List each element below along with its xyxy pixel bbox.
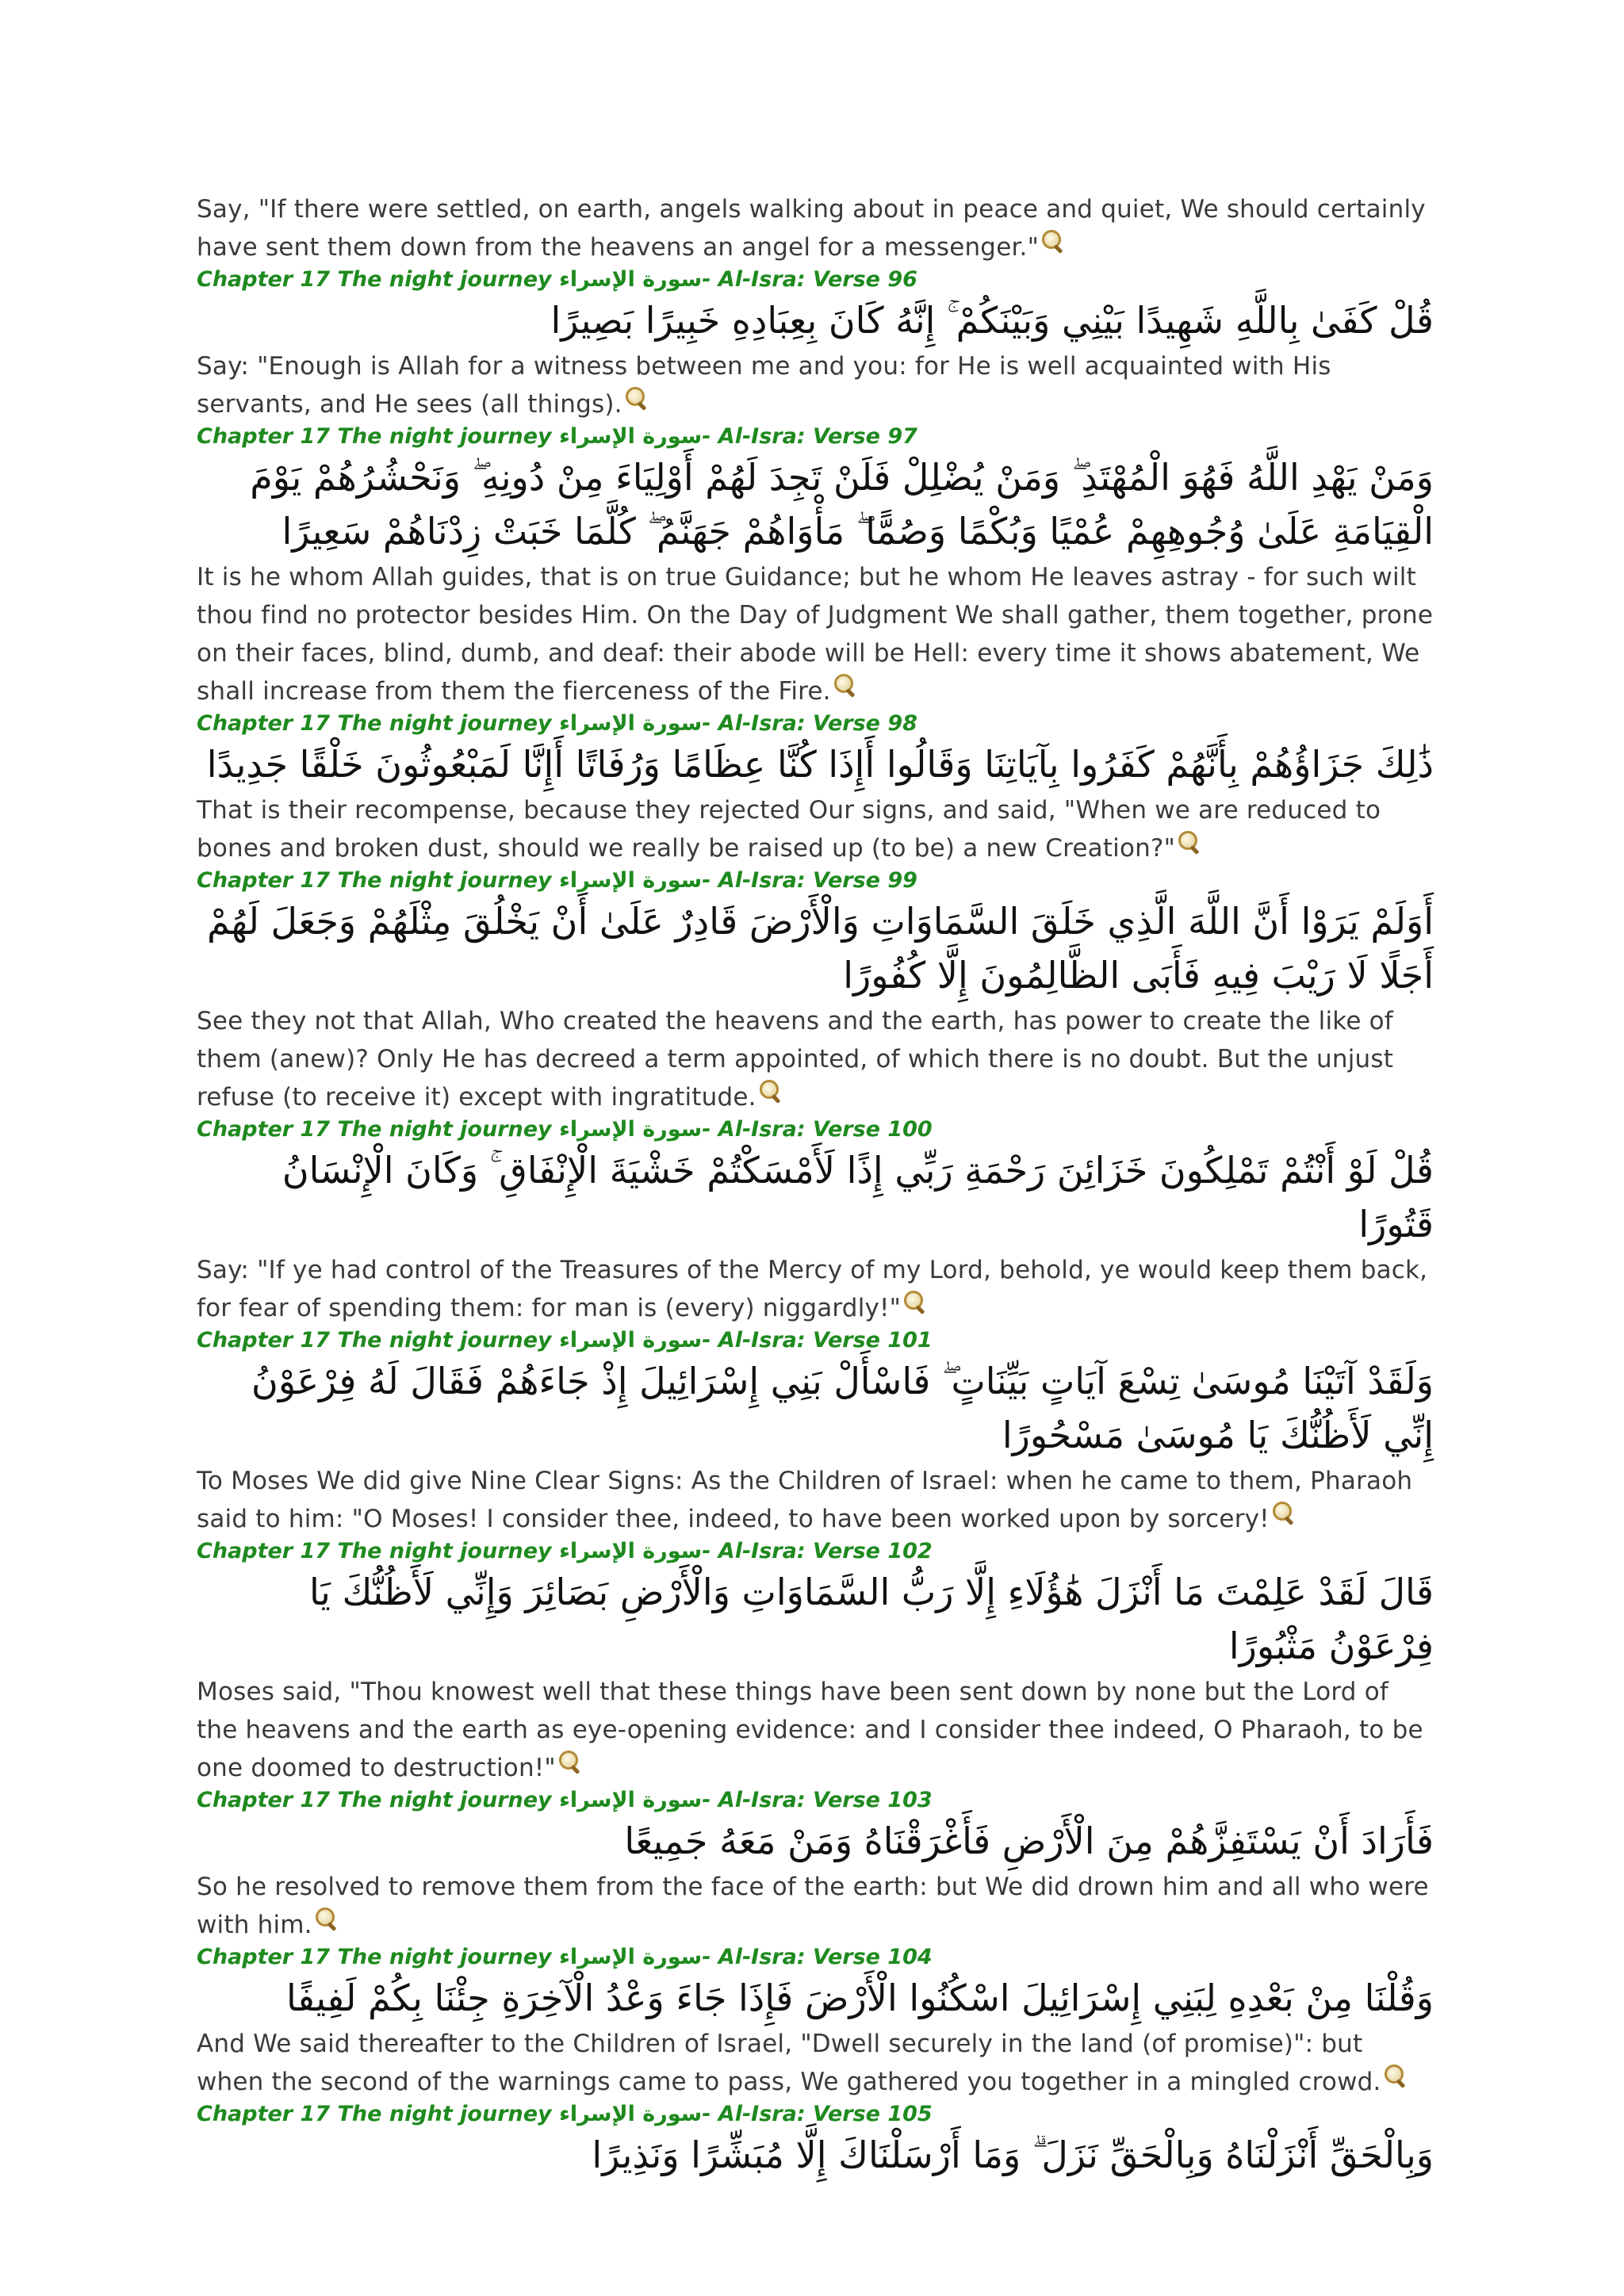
verse-header[interactable]: Chapter 17 The night journey سورة الإسراء- Al-Isra: Verse 104 xyxy=(197,1945,933,1969)
magnifier-icon[interactable] xyxy=(834,674,858,698)
verse-list xyxy=(197,266,1434,2182)
magnifier-icon[interactable] xyxy=(760,1080,783,1104)
verse-block xyxy=(197,1787,1434,1944)
verse-block xyxy=(197,1327,1434,1538)
verse-translation: Moses said, "Thou knowest well that these things have been sent down by none but the Lord of the heavens and the earth as eye-opening evidence: and I consider thee indeed, O Pharaoh, to be one doomed to destruction!" xyxy=(197,1678,1423,1782)
arabic-verse-text: وَمَنْ يَهْدِ اللَّهُ فَهُوَ الْمُهْتَدِ ۖ وَمَنْ يُضْلِلْ فَلَنْ تَجِدَ لَهُمْ أَوْلِيَاءَ مِنْ دُونِهِ ۖ وَنَحْشُرُهُمْ يَوْمَ الْقِيَامَةِ عَلَىٰ وُجُوهِهِمْ عُمْيًا وَبُكْمًا وَصُمًّا ۖ مَأْوَاهُمْ جَهَنَّمُ ۖ كُلَّمَا خَبَتْ زِدْنَاهُمْ سَعِيرًا xyxy=(250,456,1434,553)
magnifier-icon[interactable] xyxy=(1273,1502,1297,1525)
verse-header[interactable]: Chapter 17 The night journey سورة الإسراء- Al-Isra: Verse 101 xyxy=(197,1328,933,1353)
magnifier-icon[interactable] xyxy=(626,387,649,411)
verse-header[interactable]: Chapter 17 The night journey سورة الإسراء- Al-Isra: Verse 97 xyxy=(197,424,917,449)
magnifier-icon[interactable] xyxy=(1042,230,1066,254)
verse-header[interactable]: Chapter 17 The night journey سورة الإسراء- Al-Isra: Verse 103 xyxy=(197,1788,933,1812)
magnifier-icon[interactable] xyxy=(1385,2064,1408,2088)
magnifier-icon[interactable] xyxy=(559,1751,583,1774)
verse-number: 103 xyxy=(887,1788,933,1812)
verse-block xyxy=(197,710,1434,867)
verse-translation: Say: "Enough is Allah for a witness between me and you: for He is well acquainted with His servants, and He sees (all things). xyxy=(197,352,1331,419)
arabic-verse-text: قُلْ كَفَىٰ بِاللَّهِ شَهِيدًا بَيْنِي وَبَيْنَكُمْ ۚ إِنَّهُ كَانَ بِعِبَادِهِ خَبِيرًا بَصِيرًا xyxy=(550,299,1434,342)
verse-header[interactable]: Chapter 17 The night journey سورة الإسراء- Al-Isra: Verse 96 xyxy=(197,267,917,292)
verse-block xyxy=(197,867,1434,1116)
arabic-verse-text: وَبِالْحَقِّ أَنْزَلْنَاهُ وَبِالْحَقِّ نَزَلَ ۗ وَمَا أَرْسَلْنَاكَ إِلَّا مُبَشِّرًا وَنَذِيرًا xyxy=(592,2133,1434,2176)
verse-header[interactable]: Chapter 17 The night journey سورة الإسراء- Al-Isra: Verse 99 xyxy=(197,868,917,893)
magnifier-icon[interactable] xyxy=(904,1291,928,1314)
verse-translation: And We said thereafter to the Children of Israel, "Dwell securely in the land (of promise)": but when the second of the warnings came to pass, We gathered you together in a mingled crowd. xyxy=(197,2025,1434,2101)
verse-number: 101 xyxy=(887,1328,933,1353)
document-page xyxy=(197,190,1434,2182)
arabic-verse-text: ذَٰلِكَ جَزَاؤُهُمْ بِأَنَّهُمْ كَفَرُوا بِآيَاتِنَا وَقَالُوا أَإِذَا كُنَّا عِظَامًا وَرُفَاتًا أَإِنَّا لَمَبْعُوثُونَ خَلْقًا جَدِيدًا xyxy=(206,743,1434,786)
verse-number: 102 xyxy=(887,1539,933,1563)
verse-block xyxy=(197,1538,1434,1787)
arabic-verse-text: أَوَلَمْ يَرَوْا أَنَّ اللَّهَ الَّذِي خَلَقَ السَّمَاوَاتِ وَالْأَرْضَ قَادِرٌ عَلَىٰ أَنْ يَخْلُقَ مِثْلَهُمْ وَجَعَلَ لَهُمْ أَجَلًا لَا رَيْبَ فِيهِ فَأَبَى الظَّالِمُونَ إِلَّا كُفُورًا xyxy=(207,900,1434,997)
verse-translation: That is their recompense, because they rejected Our signs, and said, "When we are reduced to bones and broken dust, should we really be raised up (to be) a new Creation?" xyxy=(197,796,1381,863)
verse-block xyxy=(197,266,1434,423)
magnifier-icon[interactable] xyxy=(1178,831,1202,855)
verse-header[interactable]: Chapter 17 The night journey سورة الإسراء- Al-Isra: Verse 98 xyxy=(197,711,917,736)
verse-number: 104 xyxy=(887,1945,933,1969)
arabic-verse-text: قُلْ لَوْ أَنْتُمْ تَمْلِكُونَ خَزَائِنَ رَحْمَةِ رَبِّي إِذًا لَأَمْسَكْتُمْ خَشْيَةَ الْإِنْفَاقِ ۚ وَكَانَ الْإِنْسَانُ قَتُورًا xyxy=(282,1149,1434,1246)
verse-header[interactable]: Chapter 17 The night journey سورة الإسراء- Al-Isra: Verse 105 xyxy=(197,2102,933,2126)
verse-header[interactable]: Chapter 17 The night journey سورة الإسراء- Al-Isra: Verse 102 xyxy=(197,1539,933,1563)
verse-number: 99 xyxy=(887,868,917,893)
verse-translation: See they not that Allah, Who created the heavens and the earth, has power to create the like of them (anew)? Only He has decreed a term appointed, of which there is no doubt. But the unjust refuse (to receive it) except with ingratitude. xyxy=(197,1007,1394,1112)
arabic-verse-text: وَلَقَدْ آتَيْنَا مُوسَىٰ تِسْعَ آيَاتٍ بَيِّنَاتٍ ۖ فَاسْأَلْ بَنِي إِسْرَائِيلَ إِذْ جَاءَهُمْ فَقَالَ لَهُ فِرْعَوْنُ إِنِّي لَأَظُنُّكَ يَا مُوسَىٰ مَسْحُورًا xyxy=(251,1360,1434,1456)
verse-translation: It is he whom Allah guides, that is on true Guidance; but he whom He leaves astray - for such wilt thou find no protector besides Him. On the Day of Judgment We shall gather, them together, prone on their faces, blind, dumb, and deaf: their abode will be Hell: every time it shows abatement, We shall increase from them the fierceness of the Fire. xyxy=(197,563,1434,706)
verse-translation: Say: "If ye had control of the Treasures of the Mercy of my Lord, behold, ye would keep them back, for fear of spending them: for man is (every) niggardly!" xyxy=(197,1256,1428,1322)
verse-number: 96 xyxy=(887,267,917,292)
verse-translation: To Moses We did give Nine Clear Signs: As the Children of Israel: when he came to them, Pharaoh said to him: "O Moses! I consider thee, indeed, to have been worked upon by sorcery! xyxy=(197,1467,1413,1533)
magnifier-icon[interactable] xyxy=(316,1908,339,1931)
verse-block xyxy=(197,1116,1434,1327)
verse-number: 98 xyxy=(887,711,917,736)
arabic-verse-text: قَالَ لَقَدْ عَلِمْتَ مَا أَنْزَلَ هَٰؤُلَاءِ إِلَّا رَبُّ السَّمَاوَاتِ وَالْأَرْضِ بَصَائِرَ وَإِنِّي لَأَظُنُّكَ يَا فِرْعَوْنُ مَثْبُورًا xyxy=(309,1571,1434,1667)
verse-translation: So he resolved to remove them from the face of the earth: but We did drown him and all who were with him. xyxy=(197,1873,1429,1939)
intro-translation: Say, "If there were settled, on earth, angels walking about in peace and quiet, We should certainly have sent them down from the heavens an angel for a messenger." xyxy=(197,195,1426,262)
verse-block xyxy=(197,423,1434,710)
verse-number: 97 xyxy=(887,424,917,449)
verse-number: 100 xyxy=(887,1117,933,1142)
arabic-verse-text: وَقُلْنَا مِنْ بَعْدِهِ لِبَنِي إِسْرَائِيلَ اسْكُنُوا الْأَرْضَ فَإِذَا جَاءَ وَعْدُ الْآخِرَةِ جِئْنَا بِكُمْ لَفِيفًا xyxy=(285,1976,1434,2019)
verse-header[interactable]: Chapter 17 The night journey سورة الإسراء- Al-Isra: Verse 100 xyxy=(197,1117,933,1142)
verse-block xyxy=(197,2101,1434,2182)
verse-block xyxy=(197,1944,1434,2101)
verse-number: 105 xyxy=(887,2102,933,2126)
arabic-verse-text: فَأَرَادَ أَنْ يَسْتَفِزَّهُمْ مِنَ الْأَرْضِ فَأَغْرَقْنَاهُ وَمَنْ مَعَهُ جَمِيعًا xyxy=(624,1820,1434,1862)
